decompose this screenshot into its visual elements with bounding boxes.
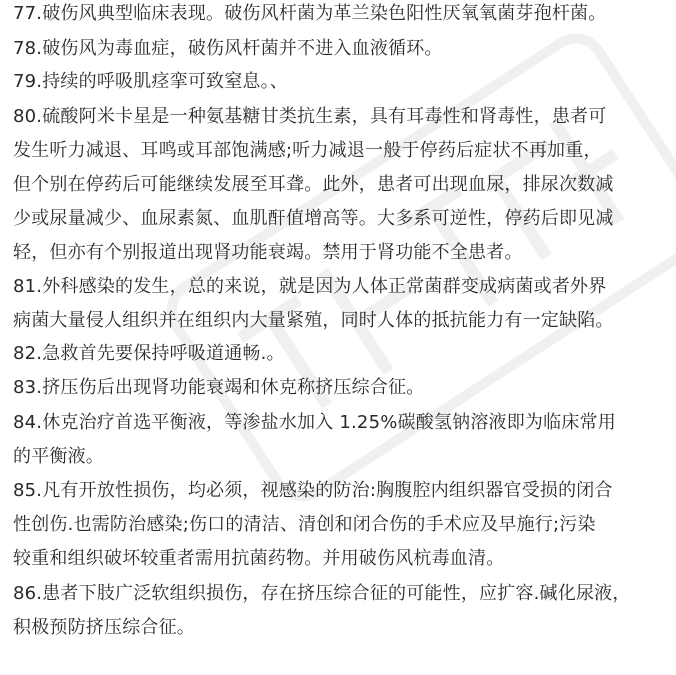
- text-line: 82.急救首先要保持呼吸道通畅.。: [13, 343, 285, 364]
- text-line: 85.凡有开放性损伤，均必须，视感染的防治:胸腹腔内组织器官受损的闭合: [13, 480, 613, 501]
- text-line: 81.外科感染的发生，总的来说，就是因为人体正常菌群变成病菌或者外界: [13, 276, 607, 297]
- text-line: 但个别在停药后可能继续发展至耳聋。此外，患者可出现血尿，排尿次数减: [13, 174, 614, 195]
- text-line: 少或尿量减少、血尿素氮、血肌酐值增高等。大多系可逆性，停药后即见减: [13, 208, 614, 229]
- text-line: 86.患者下肢广泛软组织损伤，存在挤压综合征的可能性，应扩容.碱化尿液，: [13, 583, 631, 604]
- text-line: 的平衡液。: [13, 446, 104, 467]
- text-line: 轻，但亦有个别报道出现肾功能衰竭。禁用于肾功能不全患者。: [13, 242, 523, 263]
- text-line: 84.休克治疗首选平衡液，等渗盐水加入 1.25%碳酸氢钠溶液即为临床常用: [13, 412, 616, 433]
- text-line: 77.破伤风典型临床表现。破伤风杆菌为革兰染色阳性厌氧氧菌芽孢杆菌。: [13, 3, 607, 24]
- text-line: 80.硫酸阿米卡星是一种氨基糖甘类抗生素，具有耳毒性和肾毒性，患者可: [13, 106, 607, 127]
- text-line: 发生听力减退、耳鸣或耳部饱满感;听力减退一般于停药后症状不再加重，: [13, 140, 602, 161]
- text-line: 83.挤压伤后出现肾功能衰竭和休克称挤压综合征。: [13, 377, 425, 398]
- text-line: 病菌大量侵人组织并在组织内大量紧殖，同时人体的抵抗能力有一定缺陷。: [13, 310, 614, 331]
- text-line: 较重和组织破坏较重者需用抗菌药物。并用破伤风杭毒血清。: [13, 548, 505, 569]
- text-line: 积极预防挤压综合征。: [13, 617, 195, 638]
- text-line: 79.持续的呼吸肌痉挛可致窒息。、: [13, 71, 289, 92]
- text-line: 78.破伤风为毒血症，破伤风杆菌并不进入血液循环。: [13, 38, 443, 59]
- text-line: 性创伤.也需防治感染;伤口的清洁、清创和闭合伤的手术应及早施行;污染: [13, 514, 596, 535]
